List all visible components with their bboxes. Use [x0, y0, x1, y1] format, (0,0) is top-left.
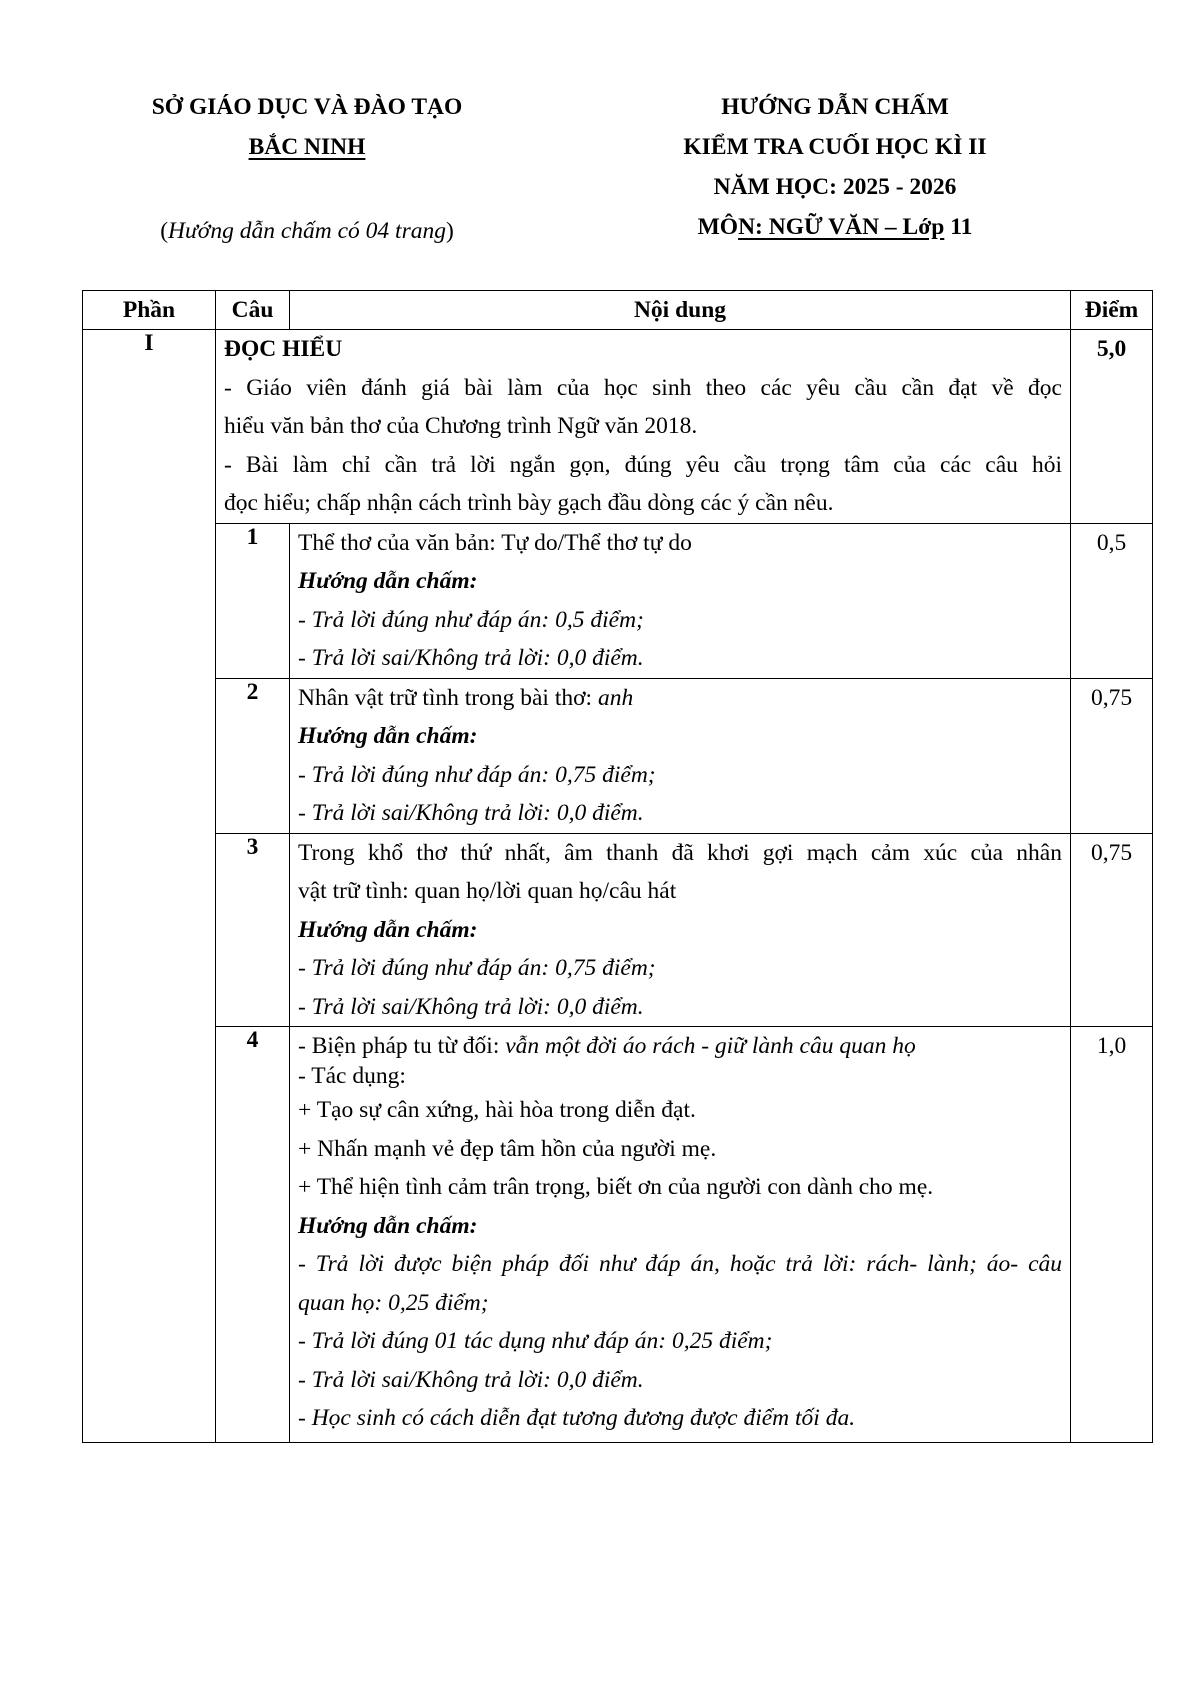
section-intro	[216, 330, 1071, 524]
guide-line: - Trả lời đúng như đáp án: 0,75 điểm;	[298, 761, 656, 788]
question-row-1	[83, 523, 1153, 678]
guide-line: quan họ: 0,25 điểm;	[298, 1289, 489, 1316]
section-score: 5,0	[1071, 330, 1153, 524]
guide-line: - Trả lời sai/Không trả lời: 0,0 điểm.	[298, 993, 644, 1020]
effect-line: + Tạo sự cân xứng, hài hòa trong diễn đạt.	[298, 1097, 696, 1123]
guide-title: Hướng dẫn chấm:	[298, 916, 478, 943]
guide-line: - Trả lời đúng 01 tác dụng như đáp án: 0,25 điểm;	[298, 1328, 773, 1354]
question-row-3	[83, 833, 1153, 1027]
page-count-note: (Hướng dẫn chấm có 04 trang)	[160, 218, 454, 244]
intro-line: - Bài làm chỉ cần trả lời ngắn gọn, đúng yêu cầu trọng tâm của các câu hỏi	[224, 451, 1062, 478]
question-score: 0,75	[1071, 833, 1153, 1027]
question-number: 4	[216, 1027, 290, 1443]
question-content	[290, 523, 1071, 678]
header-phan: Phần	[83, 291, 216, 330]
question-number: 2	[216, 678, 290, 833]
section-intro-row	[83, 330, 1153, 524]
intro-line: - Giáo viên đánh giá bài làm của học sinh theo các yêu cầu cần đạt về đọc	[224, 374, 1062, 401]
effect-line: + Nhấn mạnh vẻ đẹp tâm hồn của người mẹ.	[298, 1135, 717, 1162]
header-left	[112, 87, 502, 251]
table-header-row	[83, 291, 1153, 330]
question-content	[290, 833, 1071, 1027]
guide-line: - Học sinh có cách diễn đạt tương đương được điểm tối đa.	[298, 1405, 856, 1431]
intro-line: đọc hiểu; chấp nhận cách trình bày gạch đầu dòng các ý cần nêu.	[224, 490, 834, 516]
guide-line: - Trả lời sai/Không trả lời: 0,0 điểm.	[298, 800, 644, 826]
guide-title: Hướng dẫn chấm:	[298, 723, 478, 749]
header-noi-dung: Nội dung	[290, 291, 1071, 330]
effect-line: + Thể hiện tình cảm trân trọng, biết ơn của người con dành cho mẹ.	[298, 1174, 934, 1200]
header-right	[600, 87, 1070, 247]
header-cau: Câu	[216, 291, 290, 330]
question-row-4	[83, 1027, 1153, 1443]
intro-line: hiểu văn bản thơ của Chương trình Ngữ văn 2018.	[224, 413, 698, 439]
document-title: HƯỚNG DẪN CHẤM	[721, 94, 949, 120]
exam-title: KIỂM TRA CUỐI HỌC KÌ II	[683, 134, 987, 160]
question-number: 1	[216, 523, 290, 678]
guide-title: Hướng dẫn chấm:	[298, 568, 478, 594]
question-number: 3	[216, 833, 290, 1027]
answer-text: - Biện pháp tu từ đối: vẫn một đời áo rách - giữ lành câu quan họ	[298, 1033, 916, 1059]
question-content	[290, 1027, 1071, 1443]
question-score: 1,0	[1071, 1027, 1153, 1443]
header-diem: Điểm	[1071, 291, 1153, 330]
question-score: 0,5	[1071, 523, 1153, 678]
province-name: BẮC NINH	[248, 134, 366, 160]
department-name: SỞ GIÁO DỤC VÀ ĐÀO TẠO	[151, 94, 463, 120]
answer-text: vật trữ tình: quan họ/lời quan họ/câu hát	[298, 878, 677, 904]
answer-text: Nhân vật trữ tình trong bài thơ: anh	[298, 684, 634, 711]
guide-title: Hướng dẫn chấm:	[298, 1212, 478, 1239]
section-title: ĐỌC HIỂU	[224, 336, 343, 362]
answer-text: Thể thơ của văn bản: Tự do/Thể thơ tự do	[298, 529, 692, 556]
question-row-2	[83, 678, 1153, 833]
answer-text: Trong khổ thơ thứ nhất, âm thanh đã khơi gợi mạch cảm xúc của nhân	[298, 839, 1062, 866]
section-number: I	[83, 330, 216, 1443]
guide-line: - Trả lời được biện pháp đối như đáp án, hoặc trả lời: rách- lành; áo- câu	[298, 1251, 1062, 1277]
guide-line: - Trả lời đúng như đáp án: 0,5 điểm;	[298, 606, 644, 633]
guide-line: - Trả lời sai/Không trả lời: 0,0 điểm.	[298, 645, 644, 671]
effects-title: - Tác dụng:	[298, 1063, 406, 1089]
guide-line: - Trả lời sai/Không trả lời: 0,0 điểm.	[298, 1366, 644, 1393]
question-content	[290, 678, 1071, 833]
guide-line: - Trả lời đúng như đáp án: 0,75 điểm;	[298, 955, 656, 981]
question-score: 0,75	[1071, 678, 1153, 833]
school-year: NĂM HỌC: 2025 - 2026	[713, 174, 957, 200]
grading-table	[82, 290, 1153, 1443]
subject-line: MÔN: NGỮ VĂN – Lớp 11	[697, 214, 973, 240]
